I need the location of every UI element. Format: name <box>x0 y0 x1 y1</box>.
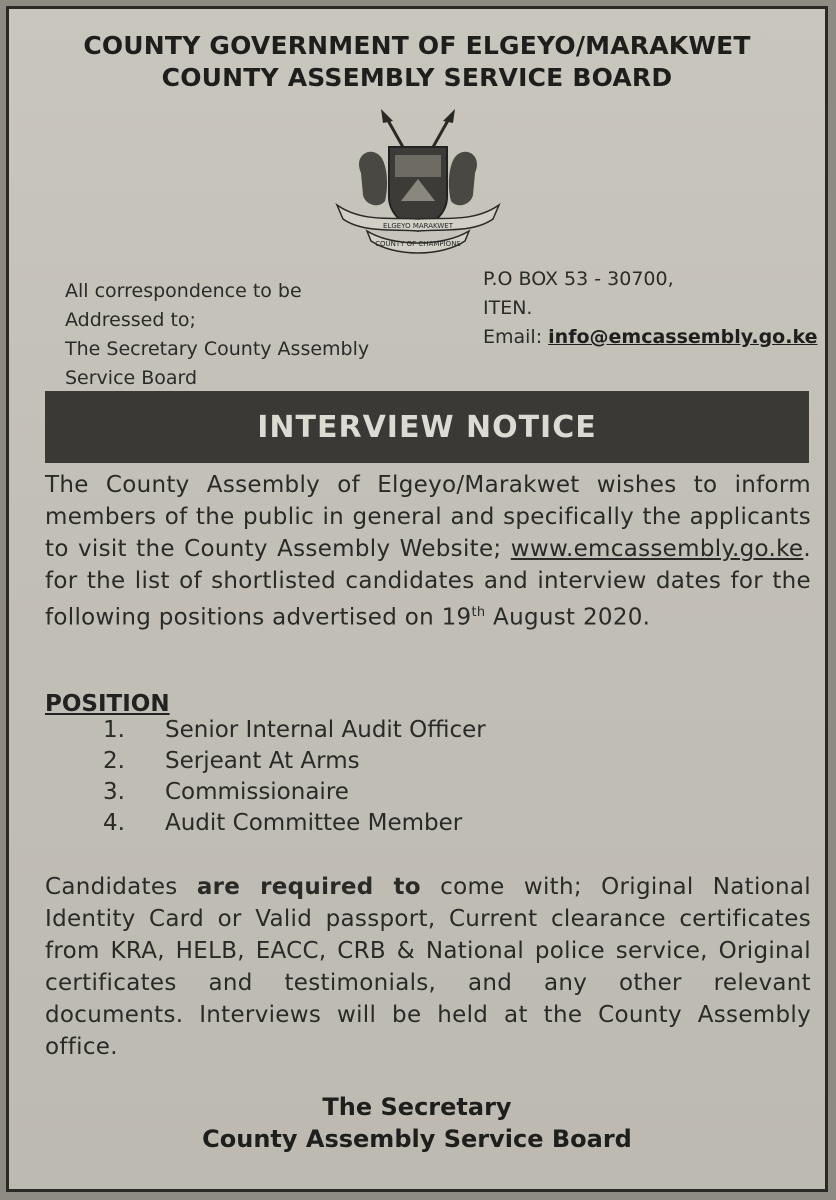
requirements-paragraph <box>45 871 811 1063</box>
header-service-board: COUNTY ASSEMBLY SERVICE BOARD <box>161 63 673 92</box>
notice-page <box>6 6 828 1192</box>
seal-motto-bottom: COUNTY OF CHAMPIONS <box>375 240 461 248</box>
po-box: P.O BOX 53 - 30700, <box>483 268 674 290</box>
intro-text-1: The County Assembly of Elgeyo/Marakwet wishes to inform members of the public in general and specifically the applicants to visit the County Assembly Website; <box>45 472 811 562</box>
requirements-lead: Candidates <box>45 874 197 900</box>
website-link[interactable]: www.emcassembly.go.ke <box>510 536 804 562</box>
position-item <box>103 715 486 746</box>
correspondence-line: All correspondence to be <box>65 280 302 302</box>
correspondence-address <box>65 277 369 393</box>
position-title: Senior Internal Audit Officer <box>165 717 486 743</box>
position-item <box>103 808 486 839</box>
signature-organization: County Assembly Service Board <box>202 1125 632 1153</box>
position-number: 1. <box>103 717 125 743</box>
requirements-emphasis: are required to <box>196 874 421 900</box>
requirements-body: come with; Original National Identity Card or Valid passport, Current clearance certificates from KRA, HELB, EACC, CRB & National police service, Original certificates and testimonials, and any other relevant documents. Interviews will be held at the County Assembly office. <box>45 874 812 1060</box>
positions-heading: POSITION <box>45 691 170 717</box>
county-coat-of-arms-icon <box>323 105 513 265</box>
email-link[interactable]: info@emcassembly.go.ke <box>548 326 818 348</box>
date-suffix: th <box>471 605 486 620</box>
positions-list <box>103 715 486 839</box>
contact-details <box>483 265 817 352</box>
position-item <box>103 746 486 777</box>
position-title: Audit Committee Member <box>165 810 463 836</box>
position-number: 4. <box>103 810 125 836</box>
signature-title: The Secretary <box>322 1093 512 1121</box>
position-title: Commissionaire <box>165 779 349 805</box>
position-title: Serjeant At Arms <box>165 748 360 774</box>
intro-paragraph <box>45 469 811 634</box>
position-number: 3. <box>103 779 125 805</box>
seal-motto-top: ELGEYO MARAKWET <box>383 222 453 230</box>
header-county-government: COUNTY GOVERNMENT OF ELGEYO/MARAKWET <box>83 31 751 60</box>
correspondence-line: Addressed to; <box>65 309 196 331</box>
correspondence-line: Service Board <box>65 367 198 389</box>
email-line <box>483 323 817 352</box>
email-label: Email: <box>483 326 543 348</box>
intro-text-2: . for the list of shortlisted candidates and interview dates for the following positions advertised on 19 <box>45 536 811 631</box>
correspondence-line: The Secretary County Assembly <box>65 338 370 360</box>
position-item <box>103 777 486 808</box>
interview-notice-banner <box>45 391 809 463</box>
banner-title: INTERVIEW NOTICE <box>257 409 597 445</box>
intro-text-3: August 2020. <box>485 604 651 631</box>
position-number: 2. <box>103 748 125 774</box>
town: ITEN. <box>483 297 533 319</box>
